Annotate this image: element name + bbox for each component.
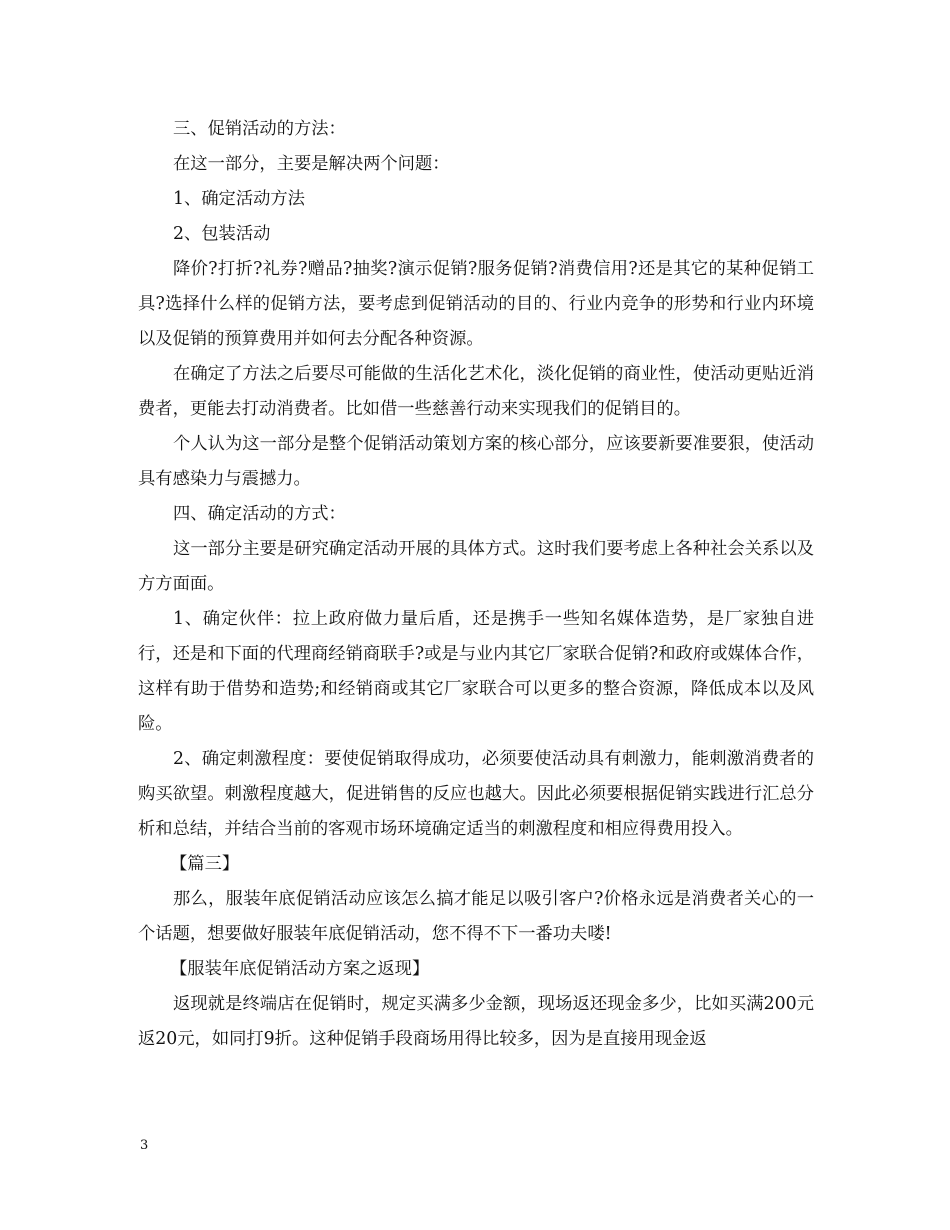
paragraph: 个人认为这一部分是整个促销活动策划方案的核心部分，应该要新要准要狠，使活动具有感染力与震撼力。 [138,434,814,489]
paragraph: 1、确定伙伴：拉上政府做力量后盾，还是携手一些知名媒体造势，是厂家独自进行，还是和下面的代理商经销商联手?或是与业内其它厂家联合促销?和政府或媒体合作，这样有助于借势和造势;和经销商或其它厂家联合可以更多的整合资源，降低成本以及风险。 [138,609,814,734]
paragraph: 降价?打折?礼券?赠品?抽奖?演示促销?服务促销?消费信用?还是其它的某种促销工具?选择什么样的促销方法，要考虑到促销活动的目的、行业内竞争的形势和行业内环境以及促销的预算费用并如何去分配各种资源。 [138,259,814,349]
paragraph: 在确定了方法之后要尽可能做的生活化艺术化，淡化促销的商业性，使活动更贴近消费者，更能去打动消费者。比如借一些慈善行动来实现我们的促销目的。 [138,364,814,419]
paragraph: 那么，服装年底促销活动应该怎么搞才能足以吸引客户?价格永远是消费者关心的一个话题，想要做好服装年底促销活动，您不得不下一番功夫喽! [138,889,814,944]
page-number: 3 [140,1138,149,1153]
list-item: 1、确定活动方法 [173,189,305,209]
paragraph: 这一部分主要是研究确定活动开展的具体方式。这时我们要考虑上各种社会关系以及方方面面。 [138,539,814,594]
section-heading-part-three: 【篇三】 [170,854,240,874]
section-heading-ways: 四、确定活动的方式： [173,504,346,524]
document-body [138,112,814,1057]
paragraph: 2、确定刺激程度：要使促销取得成功，必须要使活动具有刺激力，能刺激消费者的购买欲望。刺激程度越大，促进销售的反应也越大。因此必须要根据促销实践进行汇总分析和总结，并结合当前的客观市场环境确定适当的刺激程度和相应得费用投入。 [138,749,814,839]
section-heading-cashback: 【服装年底促销活动方案之返现】 [170,959,430,979]
section-heading-methods: 三、促销活动的方法： [173,119,346,139]
list-item: 2、包装活动 [173,224,271,244]
paragraph: 在这一部分，主要是解决两个问题： [173,154,450,174]
paragraph: 返现就是终端店在促销时，规定买满多少金额，现场返还现金多少，比如买满200元返20元，如同打9折。这种促销手段商场用得比较多，因为是直接用现金返 [138,994,814,1049]
